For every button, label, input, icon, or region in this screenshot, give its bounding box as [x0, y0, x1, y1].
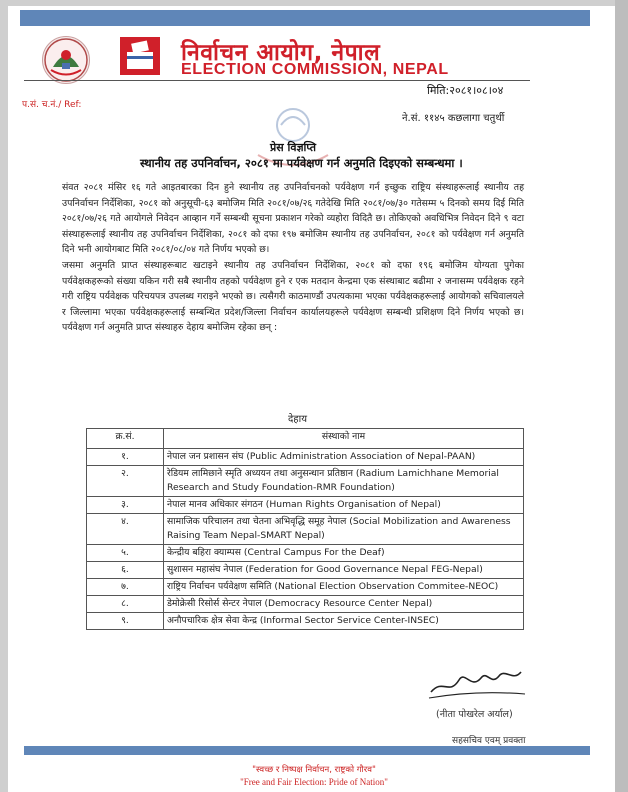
row-organization: नेपाल मानव अधिकार संगठन (Human Rights Organisation of Nepal): [164, 497, 524, 514]
footer-slogan-english: "Free and Fair Election: Pride of Nation": [240, 777, 388, 787]
row-organization: सामाजिक परिचालन तथा चेतना अभिवृद्धि समूह नेपाल (Social Mobilization and Awareness Raising Team Nepal-SMART Nepal): [164, 514, 524, 545]
table-row: [87, 497, 524, 514]
row-serial: २.: [87, 466, 164, 497]
row-serial: ५.: [87, 545, 164, 562]
table-row: [87, 449, 524, 466]
table-row: [87, 514, 524, 545]
column-header-name: संस्थाको नाम: [164, 429, 524, 449]
table-row: [87, 613, 524, 630]
footer-bar: [24, 746, 590, 755]
row-organization: डेमोक्रेसी रिसोर्स सेन्टर नेपाल (Democracy Resource Center Nepal): [164, 596, 524, 613]
row-serial: ७.: [87, 579, 164, 596]
commission-title-english: ELECTION COMMISSION, NEPAL: [181, 61, 449, 78]
table-row: [87, 545, 524, 562]
nepal-emblem-icon: [42, 36, 90, 84]
notice-subject: स्थानीय तह उपनिर्वाचन, २०८१ मा पर्यवेक्षण गर्न अनुमति दिइएको सम्बन्धमा ।: [140, 156, 463, 170]
row-organization: राष्ट्रिय निर्वाचन पर्यवेक्षण समिति (National Election Observation Commitee-NEOC): [164, 579, 524, 596]
row-organization: नेपाल जन प्रशासन संघ (Public Administration Association of Nepal-PAAN): [164, 449, 524, 466]
row-organization: अनौपचारिक क्षेत्र सेवा केन्द्र (Informal Sector Service Center-INSEC): [164, 613, 524, 630]
notice-body: [62, 180, 524, 336]
table-row: [87, 562, 524, 579]
table-row: [87, 596, 524, 613]
list-caption: देहाय: [288, 414, 308, 425]
footer-slogan-nepali: "स्वच्छ र निष्पक्ष निर्वाचन, राष्ट्रको गौरव": [252, 765, 376, 775]
scan-edge: [615, 0, 628, 792]
paragraph-1: संवत २०८१ मंसिर १६ गते आइतबारका दिन हुने स्थानीय तह उपनिर्वाचनको पर्यवेक्षण गर्न इच्छुक राष्ट्रिय संस्थाहरूलाई स्थानीय तह उपनिर्वाचन निर्देशिका, २०८१ को अनुसूची-६३ बमोजिम मिति २०८१/०७/२६ गतेदेखि मिति २०८१/०७/३० गतेसम्म ५ दिनको समय दिई मिति २०८१/०७/२६ गते आयोगले निवेदन आव्हान गर्ने सम्बन्धी सूचना प्रकाशन गरेको व्यहोरा विदितै छ। तोकिएको अवधिभित्र निवेदन दिने ९ वटा संस्थाहरूलाई स्थानीय तह उपनिर्वाचन निर्देशिका, २०८१ को दफा १९७ बमोजिम स्थानीय तह उपनिर्वाचन, २०८१ को पर्यवेक्षण गर्न अनुमति दिने भनी आयोगबाट मिति २०८१/०८/०४ गते निर्णय भएको छ।: [62, 182, 524, 256]
header-divider: [24, 80, 530, 81]
signatory-title: सहसचिव एवम् प्रवक्ता: [452, 736, 526, 746]
row-serial: १.: [87, 449, 164, 466]
table-row: [87, 579, 524, 596]
signature-image: [425, 656, 530, 706]
commission-title-nepali: निर्वाचन आयोग, नेपाल: [181, 40, 381, 66]
row-organization: केन्द्रीय बहिरा क्याम्पस (Central Campus For the Deaf): [164, 545, 524, 562]
column-header-sn: क्र.सं.: [87, 429, 164, 449]
table-header-row: [87, 429, 524, 449]
header-bar: [20, 10, 590, 26]
row-serial: ३.: [87, 497, 164, 514]
ballot-box-logo-icon: [120, 37, 160, 75]
row-serial: ९.: [87, 613, 164, 630]
paragraph-2: जसमा अनुमति प्राप्त संस्थाहरूबाट खटाइने स्थानीय तह उपनिर्वाचन निर्देशिका, २०८१ को दफा १९६ बमोजिम योग्यता पुगेका पर्यवेक्षकहरूको संख्या यकिन गरी सबै स्थानीय तहको पर्यवेक्षण हुने र एक मतदान केन्द्रमा एक संस्थाबाट बढीमा २ जनासम्म पर्यवेक्षक रहने गरी राष्ट्रिय पर्यवेक्षक परिचयपत्र उपलब्ध गराइने भएको छ। त्यसैगरी काठमाण्डौं उपत्यकामा भएका पर्यवेक्षकहरूलाई आयोगको सचिवालयले र जिल्लामा भएका पर्यवेक्षकहरूलाई सम्बन्धित प्रदेश/जिल्ला निर्वाचन कार्यालयहरूले पर्यवेक्षण सम्बन्धी प्रशिक्षण दिने निर्णय भएको छ। पर्यवेक्षण गर्न अनुमति प्राप्त संस्थाहरु देहाय बमोजिम रहेका छन् :: [62, 259, 524, 334]
organizations-table: [86, 428, 524, 630]
press-release-heading: प्रेस विज्ञप्ति: [270, 141, 317, 154]
row-serial: ६.: [87, 562, 164, 579]
signatory-name: (नीता पोखरेल अर्याल): [436, 709, 513, 720]
row-serial: ४.: [87, 514, 164, 545]
row-organization: सुशासन महासंघ नेपाल (Federation for Good Governance Nepal FEG-Nepal): [164, 562, 524, 579]
nepal-sambat-date: ने.सं. ११४५ कछलागा चतुर्थी: [402, 113, 505, 124]
row-organization: रेडियम लामिछाने स्मृति अध्ययन तथा अनुसन्धान प्रतिष्ठान (Radium Lamichhane Memorial Research and Study Foundation-RMR Foundation): [164, 466, 524, 497]
reference-label: प.सं. च.नं./ Ref:: [22, 100, 82, 110]
date-line: मिति:२०८१।०८।०४: [427, 84, 504, 97]
row-serial: ८.: [87, 596, 164, 613]
table-row: [87, 466, 524, 497]
